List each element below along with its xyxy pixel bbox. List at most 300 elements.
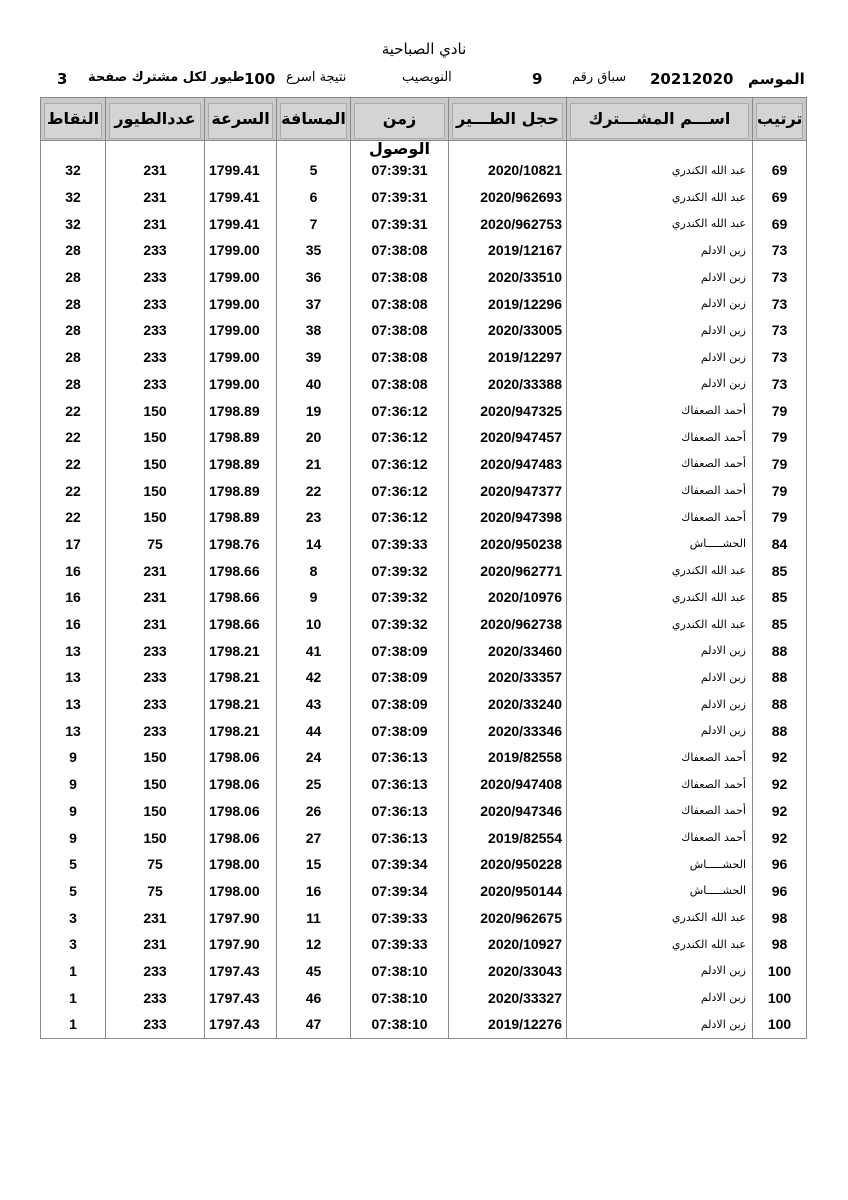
cell-distance: 41 [277,637,351,664]
cell-birds: 233 [106,984,205,1011]
table-row [41,290,807,317]
cell-points: 22 [41,504,106,531]
club-title: نادي الصباحية [381,40,467,58]
cell-birds: 150 [106,451,205,478]
cell-speed: 1799.00 [205,290,277,317]
cell-distance: 43 [277,691,351,718]
cell-participant: أحمد الصعفاك [567,744,753,771]
cell-participant: زبن الادلم [567,290,753,317]
cell-speed: 1797.43 [205,984,277,1011]
cell-distance: 47 [277,1011,351,1038]
cell-points: 28 [41,317,106,344]
table-row [41,531,807,558]
cell-rank: 73 [753,290,807,317]
table-row [41,771,807,798]
cell-rank: 98 [753,931,807,958]
cell-birds: 233 [106,371,205,398]
cell-arrival: 07:38:08 [351,344,449,371]
col-header-birds: عددالطيور [106,98,205,141]
cell-distance: 27 [277,824,351,851]
cell-speed: 1798.66 [205,611,277,638]
cell-rank: 92 [753,798,807,825]
cell-participant: زبن الادلم [567,264,753,291]
cell-ring: 2020/33510 [449,264,567,291]
cell-arrival: 07:38:08 [351,237,449,264]
cell-distance: 12 [277,931,351,958]
cell-participant: زبن الادلم [567,317,753,344]
table-header-row [41,98,807,141]
cell-points: 9 [41,744,106,771]
cell-participant: أحمد الصعفاك [567,771,753,798]
table-row [41,557,807,584]
cell-ring: 2020/33388 [449,371,567,398]
cell-points: 22 [41,451,106,478]
cell-birds: 150 [106,824,205,851]
cell-distance: 19 [277,397,351,424]
cell-arrival: 07:38:09 [351,691,449,718]
cell-arrival: 07:36:12 [351,477,449,504]
cell-rank: 73 [753,317,807,344]
cell-birds: 150 [106,798,205,825]
table-row [41,504,807,531]
cell-participant: زبن الادلم [567,237,753,264]
cell-birds: 75 [106,531,205,558]
cell-arrival: 07:39:33 [351,931,449,958]
cell-birds: 233 [106,958,205,985]
cell-ring: 2020/947377 [449,477,567,504]
table-row [41,904,807,931]
cell-points: 13 [41,637,106,664]
cell-ring: 2020/33357 [449,664,567,691]
cell-ring: 2019/82554 [449,824,567,851]
results-table [40,97,807,1039]
cell-participant: الحشـــــاش [567,851,753,878]
cell-ring: 2020/33240 [449,691,567,718]
col-header-arrival: زمن الوصول [351,98,449,141]
table-row [41,264,807,291]
cell-points: 28 [41,371,106,398]
cell-distance: 44 [277,717,351,744]
cell-speed: 1798.89 [205,451,277,478]
cell-ring: 2020/10976 [449,584,567,611]
cell-arrival: 07:39:31 [351,141,449,184]
cell-arrival: 07:38:08 [351,290,449,317]
cell-participant: عبد الله الكندري [567,611,753,638]
cell-participant: زبن الادلم [567,691,753,718]
cell-speed: 1798.06 [205,744,277,771]
col-header-speed: السرعة [205,98,277,141]
table-row [41,397,807,424]
cell-rank: 100 [753,958,807,985]
cell-rank: 96 [753,878,807,905]
cell-points: 13 [41,691,106,718]
cell-speed: 1799.41 [205,141,277,184]
cell-points: 13 [41,664,106,691]
cell-ring: 2019/82558 [449,744,567,771]
cell-distance: 14 [277,531,351,558]
cell-points: 16 [41,611,106,638]
cell-ring: 2020/947398 [449,504,567,531]
cell-arrival: 07:36:12 [351,504,449,531]
table-row [41,237,807,264]
cell-rank: 79 [753,451,807,478]
cell-arrival: 07:39:32 [351,584,449,611]
cell-ring: 2020/947325 [449,397,567,424]
birds-per-participant-label: طيور لكل مشترك صفحة [88,70,245,85]
cell-rank: 98 [753,904,807,931]
table-row [41,611,807,638]
table-row [41,717,807,744]
cell-participant: عبد الله الكندري [567,210,753,237]
cell-arrival: 07:38:10 [351,984,449,1011]
cell-participant: الحشـــــاش [567,878,753,905]
cell-ring: 2019/12167 [449,237,567,264]
cell-distance: 20 [277,424,351,451]
cell-distance: 42 [277,664,351,691]
cell-points: 9 [41,798,106,825]
cell-distance: 6 [277,184,351,211]
cell-points: 32 [41,184,106,211]
cell-points: 3 [41,931,106,958]
cell-arrival: 07:36:13 [351,771,449,798]
cell-speed: 1798.21 [205,664,277,691]
table-row [41,371,807,398]
cell-arrival: 07:38:10 [351,958,449,985]
cell-points: 9 [41,771,106,798]
cell-speed: 1798.89 [205,504,277,531]
cell-speed: 1798.21 [205,691,277,718]
cell-arrival: 07:38:08 [351,371,449,398]
cell-participant: زبن الادلم [567,344,753,371]
season-value: 20212020 [650,70,734,88]
cell-points: 17 [41,531,106,558]
cell-ring: 2020/962693 [449,184,567,211]
cell-points: 16 [41,584,106,611]
cell-ring: 2020/950144 [449,878,567,905]
cell-participant: عبد الله الكندري [567,584,753,611]
cell-birds: 233 [106,1011,205,1038]
cell-speed: 1798.21 [205,637,277,664]
cell-points: 32 [41,210,106,237]
cell-speed: 1799.00 [205,317,277,344]
cell-distance: 15 [277,851,351,878]
cell-ring: 2020/10927 [449,931,567,958]
col-header-participant: اســـم المشـــترك [567,98,753,141]
cell-distance: 36 [277,264,351,291]
cell-ring: 2020/33043 [449,958,567,985]
cell-ring: 2019/12296 [449,290,567,317]
cell-distance: 10 [277,611,351,638]
page-number: 3 [57,70,68,88]
cell-rank: 85 [753,611,807,638]
cell-birds: 75 [106,878,205,905]
race-number-label: سباق رقم [572,70,627,85]
cell-speed: 1797.90 [205,904,277,931]
cell-rank: 88 [753,637,807,664]
cell-points: 13 [41,717,106,744]
table-row [41,878,807,905]
cell-rank: 79 [753,424,807,451]
cell-birds: 231 [106,584,205,611]
cell-distance: 9 [277,584,351,611]
cell-points: 1 [41,1011,106,1038]
cell-birds: 233 [106,691,205,718]
cell-speed: 1798.06 [205,771,277,798]
race-number: 9 [532,70,543,88]
cell-rank: 92 [753,824,807,851]
cell-ring: 2020/33346 [449,717,567,744]
cell-speed: 1798.89 [205,424,277,451]
cell-rank: 73 [753,237,807,264]
cell-participant: زبن الادلم [567,664,753,691]
table-row [41,851,807,878]
cell-points: 22 [41,397,106,424]
cell-points: 9 [41,824,106,851]
cell-distance: 40 [277,371,351,398]
table-row [41,210,807,237]
cell-birds: 231 [106,931,205,958]
cell-rank: 100 [753,984,807,1011]
cell-ring: 2020/33005 [449,317,567,344]
cell-distance: 46 [277,984,351,1011]
cell-points: 1 [41,958,106,985]
cell-speed: 1799.00 [205,237,277,264]
cell-distance: 22 [277,477,351,504]
cell-participant: زبن الادلم [567,958,753,985]
cell-participant: عبد الله الكندري [567,141,753,184]
cell-points: 22 [41,477,106,504]
table-row [41,477,807,504]
cell-rank: 73 [753,264,807,291]
cell-birds: 75 [106,851,205,878]
table-row [41,344,807,371]
cell-ring: 2020/950238 [449,531,567,558]
cell-arrival: 07:38:08 [351,317,449,344]
cell-ring: 2020/33327 [449,984,567,1011]
cell-ring: 2020/947346 [449,798,567,825]
cell-arrival: 07:36:12 [351,397,449,424]
cell-speed: 1798.00 [205,878,277,905]
cell-birds: 150 [106,744,205,771]
cell-speed: 1798.66 [205,557,277,584]
cell-rank: 84 [753,531,807,558]
race-location: النويصيب [402,70,452,85]
cell-birds: 233 [106,264,205,291]
table-row [41,424,807,451]
cell-participant: زبن الادلم [567,717,753,744]
cell-birds: 233 [106,317,205,344]
result-label: نتيجة اسرع [286,70,347,85]
cell-participant: أحمد الصعفاك [567,824,753,851]
table-row [41,744,807,771]
cell-distance: 8 [277,557,351,584]
cell-ring: 2020/33460 [449,637,567,664]
cell-ring: 2020/950228 [449,851,567,878]
cell-arrival: 07:36:13 [351,824,449,851]
cell-arrival: 07:39:32 [351,557,449,584]
cell-birds: 233 [106,637,205,664]
cell-distance: 23 [277,504,351,531]
cell-distance: 5 [277,141,351,184]
cell-arrival: 07:39:32 [351,611,449,638]
cell-participant: أحمد الصعفاك [567,424,753,451]
cell-participant: عبد الله الكندري [567,557,753,584]
cell-points: 1 [41,984,106,1011]
cell-distance: 7 [277,210,351,237]
cell-arrival: 07:39:34 [351,851,449,878]
cell-arrival: 07:36:13 [351,798,449,825]
cell-rank: 88 [753,664,807,691]
table-row [41,958,807,985]
cell-birds: 233 [106,290,205,317]
cell-rank: 88 [753,691,807,718]
cell-points: 32 [41,141,106,184]
cell-speed: 1799.00 [205,264,277,291]
cell-arrival: 07:39:34 [351,878,449,905]
cell-distance: 21 [277,451,351,478]
cell-rank: 69 [753,141,807,184]
cell-points: 16 [41,557,106,584]
cell-participant: زبن الادلم [567,371,753,398]
cell-distance: 25 [277,771,351,798]
cell-ring: 2020/962753 [449,210,567,237]
cell-arrival: 07:39:33 [351,904,449,931]
cell-participant: عبد الله الكندري [567,184,753,211]
cell-birds: 231 [106,210,205,237]
cell-ring: 2020/947457 [449,424,567,451]
cell-ring: 2020/947483 [449,451,567,478]
cell-rank: 69 [753,210,807,237]
cell-rank: 92 [753,744,807,771]
cell-rank: 73 [753,344,807,371]
cell-distance: 11 [277,904,351,931]
cell-ring: 2020/962738 [449,611,567,638]
cell-birds: 231 [106,184,205,211]
cell-arrival: 07:36:12 [351,451,449,478]
cell-points: 28 [41,237,106,264]
cell-distance: 26 [277,798,351,825]
cell-birds: 150 [106,424,205,451]
cell-participant: زبن الادلم [567,984,753,1011]
cell-points: 28 [41,344,106,371]
cell-speed: 1799.00 [205,344,277,371]
cell-points: 22 [41,424,106,451]
col-header-rank: ترتيب [753,98,807,141]
cell-arrival: 07:36:12 [351,424,449,451]
cell-distance: 38 [277,317,351,344]
cell-arrival: 07:38:08 [351,264,449,291]
cell-birds: 150 [106,397,205,424]
cell-speed: 1798.89 [205,477,277,504]
cell-distance: 16 [277,878,351,905]
cell-rank: 79 [753,397,807,424]
cell-ring: 2020/10821 [449,141,567,184]
cell-rank: 69 [753,184,807,211]
cell-birds: 231 [106,611,205,638]
cell-ring: 2019/12276 [449,1011,567,1038]
table-row [41,184,807,211]
cell-points: 3 [41,904,106,931]
cell-participant: أحمد الصعفاك [567,451,753,478]
table-row [41,984,807,1011]
cell-speed: 1799.00 [205,371,277,398]
table-row [41,637,807,664]
cell-arrival: 07:36:13 [351,744,449,771]
cell-participant: أحمد الصعفاك [567,798,753,825]
cell-arrival: 07:38:10 [351,1011,449,1038]
cell-ring: 2020/947408 [449,771,567,798]
col-header-points: النقاط [41,98,106,141]
cell-birds: 231 [106,904,205,931]
cell-speed: 1799.41 [205,184,277,211]
table-row [41,451,807,478]
cell-birds: 150 [106,771,205,798]
cell-arrival: 07:38:09 [351,664,449,691]
cell-rank: 85 [753,584,807,611]
cell-speed: 1798.06 [205,824,277,851]
cell-ring: 2020/962771 [449,557,567,584]
cell-participant: عبد الله الكندري [567,931,753,958]
cell-speed: 1797.43 [205,958,277,985]
cell-arrival: 07:39:31 [351,210,449,237]
cell-participant: أحمد الصعفاك [567,397,753,424]
cell-participant: زبن الادلم [567,1011,753,1038]
cell-participant: أحمد الصعفاك [567,477,753,504]
cell-participant: عبد الله الكندري [567,904,753,931]
cell-distance: 37 [277,290,351,317]
table-row [41,798,807,825]
cell-rank: 92 [753,771,807,798]
cell-speed: 1798.21 [205,717,277,744]
table-row [41,1011,807,1038]
col-header-ring: حجل الطـــير [449,98,567,141]
cell-speed: 1798.76 [205,531,277,558]
cell-distance: 24 [277,744,351,771]
cell-arrival: 07:38:09 [351,637,449,664]
cell-distance: 45 [277,958,351,985]
cell-rank: 73 [753,371,807,398]
cell-rank: 96 [753,851,807,878]
cell-rank: 88 [753,717,807,744]
cell-participant: أحمد الصعفاك [567,504,753,531]
cell-participant: الحشـــــاش [567,531,753,558]
cell-birds: 233 [106,717,205,744]
table-row [41,664,807,691]
result-count: 100 [244,70,276,88]
cell-birds: 233 [106,664,205,691]
race-info-line [40,70,806,92]
cell-speed: 1797.90 [205,931,277,958]
season-label: الموسم [748,70,805,88]
cell-speed: 1797.43 [205,1011,277,1038]
cell-ring: 2020/962675 [449,904,567,931]
cell-birds: 231 [106,141,205,184]
col-header-distance: المسافة [277,98,351,141]
cell-speed: 1798.06 [205,798,277,825]
table-row [41,824,807,851]
cell-points: 5 [41,878,106,905]
cell-distance: 39 [277,344,351,371]
cell-birds: 150 [106,477,205,504]
table-row [41,317,807,344]
cell-birds: 150 [106,504,205,531]
table-row [41,584,807,611]
cell-rank: 79 [753,504,807,531]
cell-birds: 231 [106,557,205,584]
cell-speed: 1798.00 [205,851,277,878]
cell-birds: 233 [106,344,205,371]
cell-speed: 1798.66 [205,584,277,611]
